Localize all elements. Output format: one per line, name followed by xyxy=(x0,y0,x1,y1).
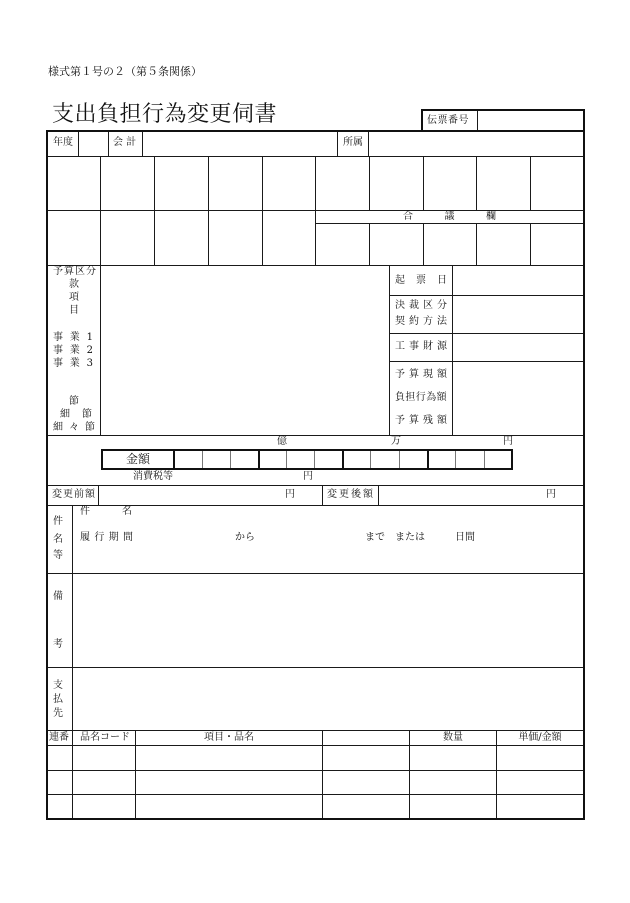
unit-oku-label: 億 xyxy=(277,436,287,447)
amount-before-unit: 円 xyxy=(285,489,295,500)
form-title: 支出負担行為変更伺書 xyxy=(52,102,278,127)
project-1-label: 事 業 1 xyxy=(53,332,93,343)
form-outer-border xyxy=(46,130,585,820)
column-header-quantity: 数量 xyxy=(443,732,463,743)
subject-side-label-1: 件 xyxy=(53,516,63,527)
subject-side-label-2: 名 xyxy=(53,534,63,545)
contract-method-label: 契 約 方 法 xyxy=(395,316,447,327)
amount-after-unit: 円 xyxy=(546,489,556,500)
payee-side-label-1: 支 xyxy=(53,680,63,691)
department-label: 所属 xyxy=(343,137,363,148)
issue-date-label: 起 票 日 xyxy=(395,275,447,286)
column-header-unit-price: 単価/金額 xyxy=(518,732,562,743)
amount-before-label: 変更前額 xyxy=(52,489,96,500)
unit-yen-label: 円 xyxy=(503,436,513,447)
unit-man-label: 万 xyxy=(391,436,401,447)
account-label: 会 計 xyxy=(113,137,137,148)
performance-period-label: 履 行 期 間 xyxy=(80,532,133,543)
current-budget-label: 予 算 現 額 xyxy=(395,369,447,380)
remarks-side-label-2: 考 xyxy=(53,639,63,650)
budget-classification-label: 予算区分 xyxy=(53,266,97,277)
column-header-item-code: 品名コード xyxy=(80,732,130,743)
moku-label: 目 xyxy=(69,305,79,316)
subject-side-label-3: 等 xyxy=(53,550,63,561)
burden-amount-label: 負担行為額 xyxy=(395,392,447,403)
fiscal-year-label: 年度 xyxy=(53,137,73,148)
project-2-label: 事 業 2 xyxy=(53,345,93,356)
payee-side-label-3: 先 xyxy=(53,708,63,719)
amount-after-label: 変更後額 xyxy=(327,489,375,500)
setsu-label: 節 xyxy=(69,396,79,407)
kan-label: 款 xyxy=(69,279,79,290)
council-label: 合 議 欄 xyxy=(403,211,496,222)
saisetsu-label: 細 節 xyxy=(60,409,92,420)
approval-type-label: 決 裁 区 分 xyxy=(395,300,447,311)
column-header-item-name: 項目・品名 xyxy=(204,732,254,743)
consumption-tax-unit: 円 xyxy=(303,471,313,482)
period-days-text: 日間 xyxy=(455,532,475,543)
project-3-label: 事 業 3 xyxy=(53,358,93,369)
consumption-tax-label: 消費税等 xyxy=(133,471,173,482)
construction-funding-label: 工 事 財 源 xyxy=(395,341,447,352)
amount-label: 金額 xyxy=(125,452,150,466)
period-until-or-text: まで または xyxy=(365,532,425,543)
column-header-serial: 連番 xyxy=(49,732,69,743)
form-number: 様式第１号の２（第５条関係） xyxy=(48,65,202,78)
payee-side-label-2: 払 xyxy=(53,694,63,705)
saisaisetsu-label: 細 々 節 xyxy=(53,422,95,433)
period-from-text: から xyxy=(235,532,255,543)
subject-name-label: 件 名 xyxy=(80,506,132,517)
remarks-side-label-1: 備 xyxy=(53,591,63,602)
voucher-number-label: 伝票番号 xyxy=(427,115,469,126)
kou-label: 項 xyxy=(69,292,79,303)
remaining-budget-label: 予 算 残 額 xyxy=(395,415,447,426)
